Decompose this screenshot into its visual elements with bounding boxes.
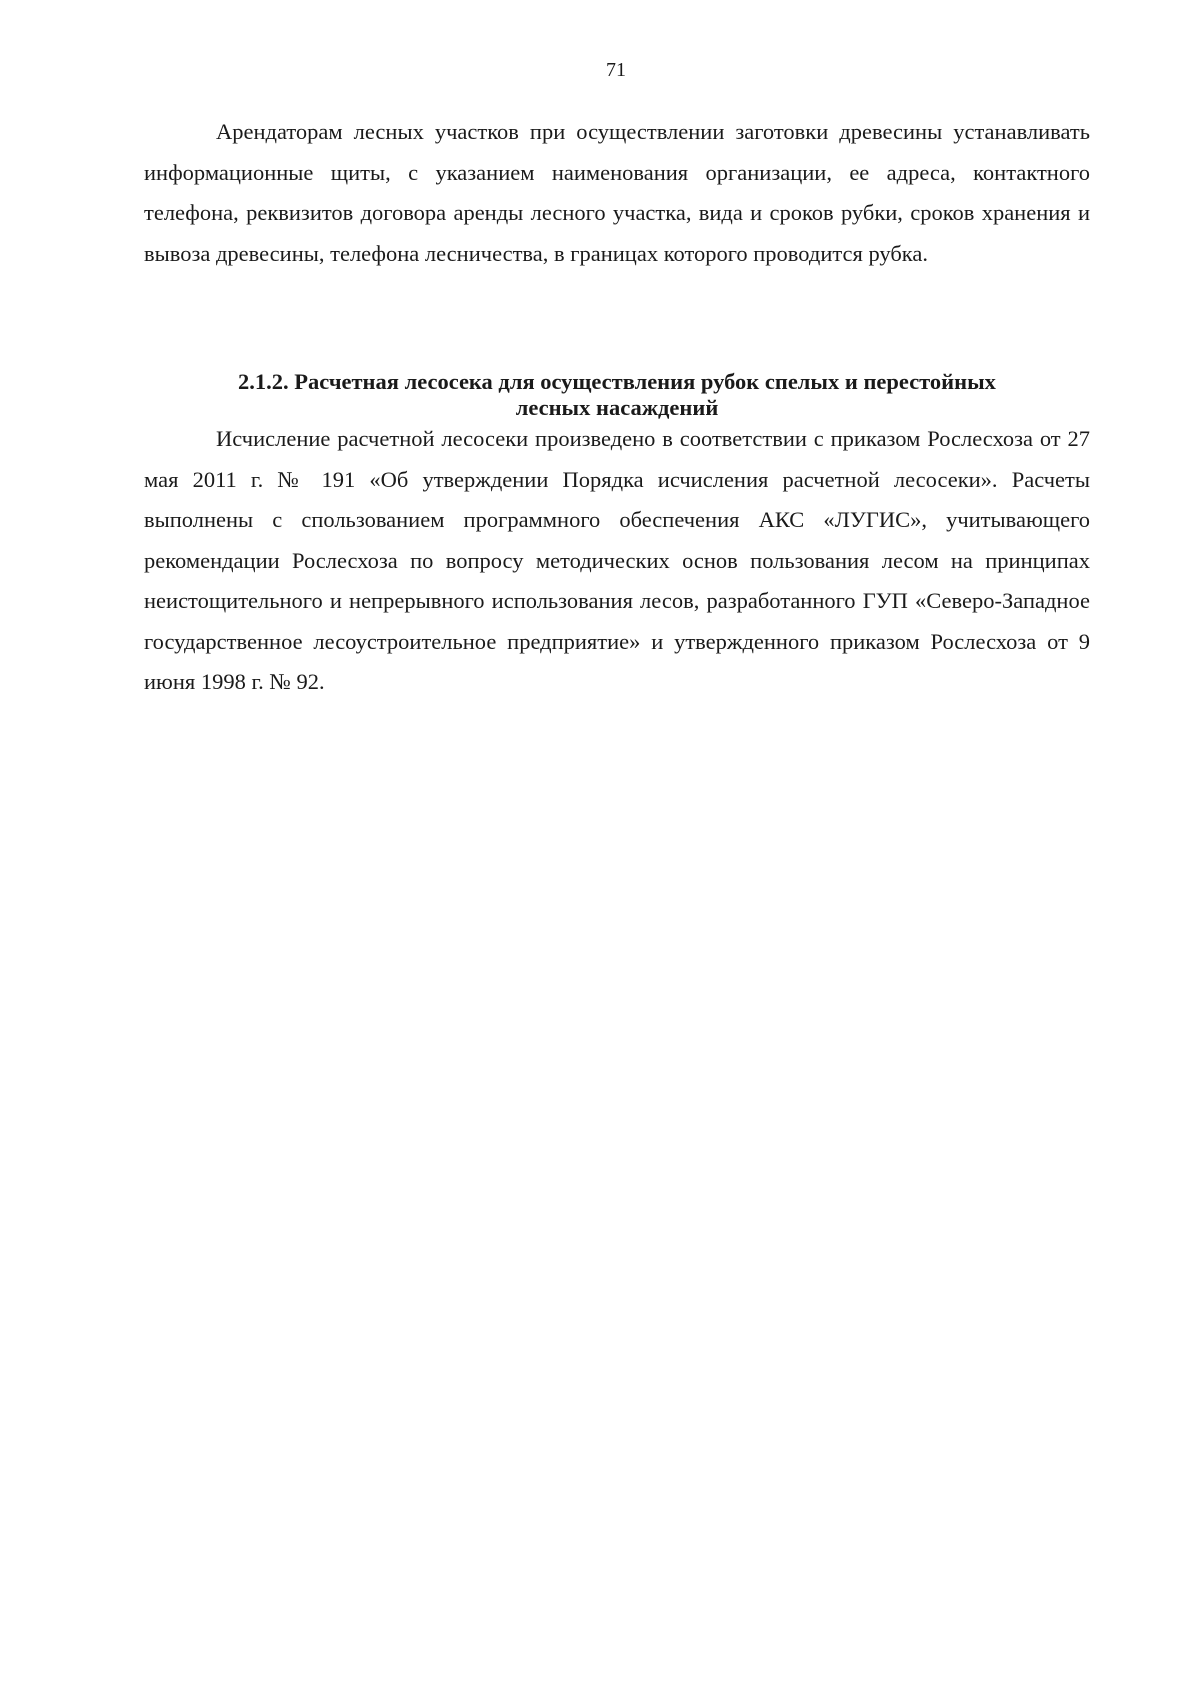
paragraph-calculation xyxy=(144,419,1090,703)
section-heading-line-1: 2.1.2. Расчетная лесосека для осуществления рубок спелых и перестойных xyxy=(238,369,996,394)
paragraph-information-boards xyxy=(144,112,1090,274)
paragraph-text: Исчисление расчетной лесосеки произведено в соответствии с приказом Рослесхоза от 27 мая 2011 г. № 191 «Об утверждении Порядка исчисления расчетной лесосеки». Расчеты выполнены с спользованием программного обеспечения АКС «ЛУГИС», учитывающего рекомендации Рослесхоза по вопросу методических основ пользования лесом на принципах неистощительного и непрерывного использования лесов, разработанного ГУП «Северо-Западное государственное лесоустроительное предприятие» и утвержденного приказом Рослесхоза от 9 июня 1998 г. № 92. xyxy=(144,426,1090,694)
paragraph-text: Арендаторам лесных участков при осуществлении заготовки древесины устанавливать информационные щиты, с указанием наименования организации, ее адреса, контактного телефона, реквизитов договора аренды лесного участка, вида и сроков рубки, сроков хранения и вывоза древесины, телефона лесничества, в границах которого проводится рубка. xyxy=(144,119,1090,266)
page-number: 71 xyxy=(606,59,626,81)
section-heading-line-2: лесных насаждений xyxy=(515,395,719,420)
section-heading xyxy=(144,369,1090,421)
